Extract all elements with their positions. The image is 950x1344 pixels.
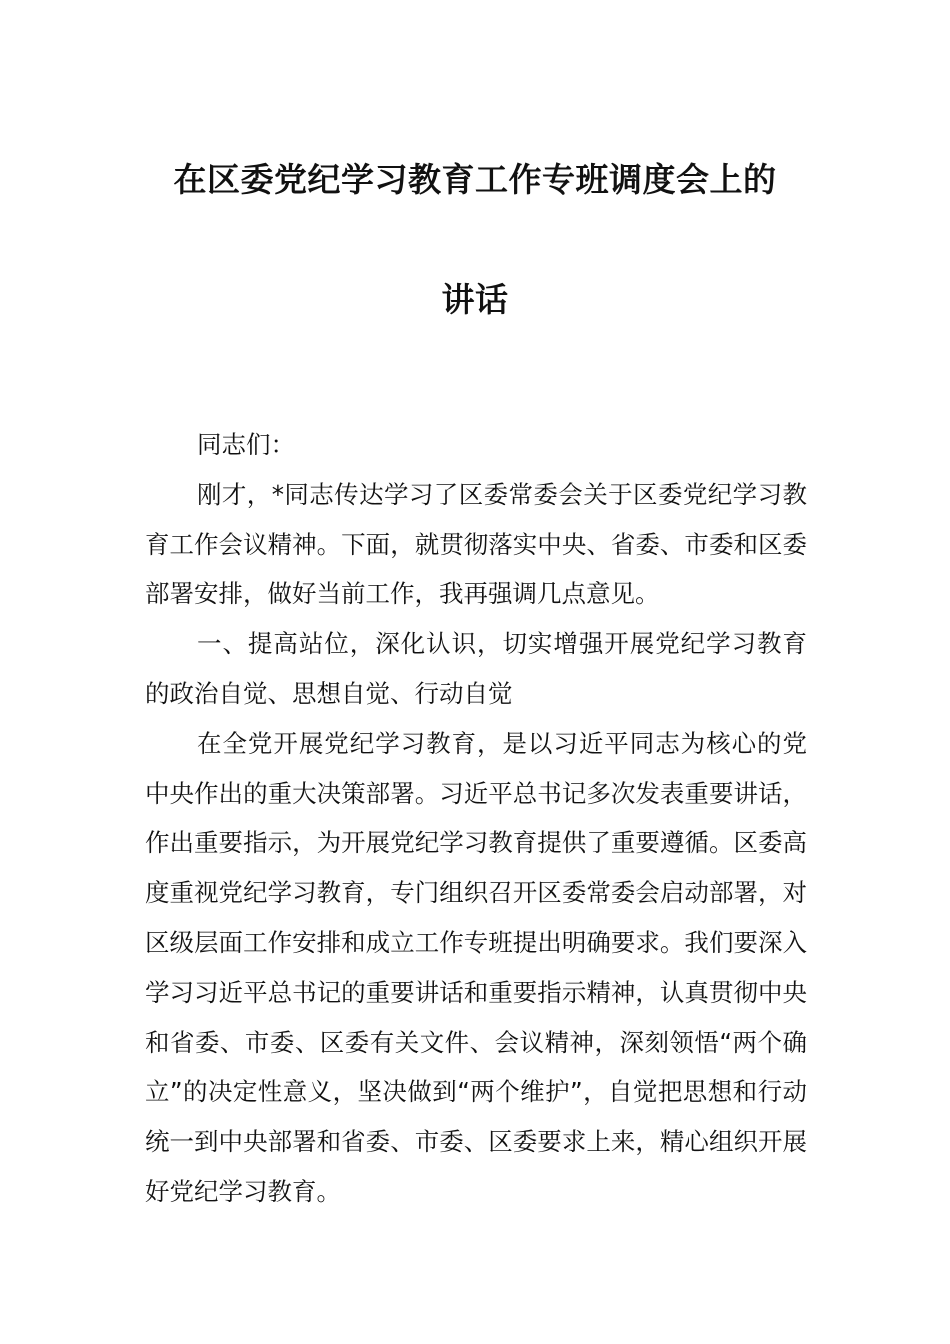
opening-paragraph: 刚才，*同志传达学习了区委常委会关于区委党纪学习教育工作会议精神。下面，就贯彻落实中央、省委、市委和区委部署安排，做好当前工作，我再强调几点意见。 xyxy=(145,479,807,609)
document-title-line-1: 在区委党纪学习教育工作专班调度会上的 xyxy=(173,160,777,199)
document-body xyxy=(145,420,807,1217)
body-paragraph: 在全党开展党纪学习教育，是以习近平同志为核心的党中央作出的重大决策部署。习近平总书记多次发表重要讲话，作出重要指示，为开展党纪学习教育提供了重要遵循。区委高度重视党纪学习教育，专门组织召开区委常委会启动部署，对区级层面工作安排和成立工作专班提出明确要求。我们要深入学习习近平总书记的重要讲话和重要指示精神，认真贯彻中央和省委、市委、区委有关文件、会议精神，深刻领悟“两个确立”的决定性意义，坚决做到“两个维护”，自觉把思想和行动统一到中央部署和省委、市委、区委要求上来，精心组织开展好党纪学习教育。 xyxy=(145,728,807,1206)
salutation: 同志们： xyxy=(197,430,295,459)
document-title-line-2: 讲话 xyxy=(441,280,509,319)
section-heading-1: 一、提高站位，深化认识，切实增强开展党纪学习教育的政治自觉、思想自觉、行动自觉 xyxy=(145,629,807,708)
